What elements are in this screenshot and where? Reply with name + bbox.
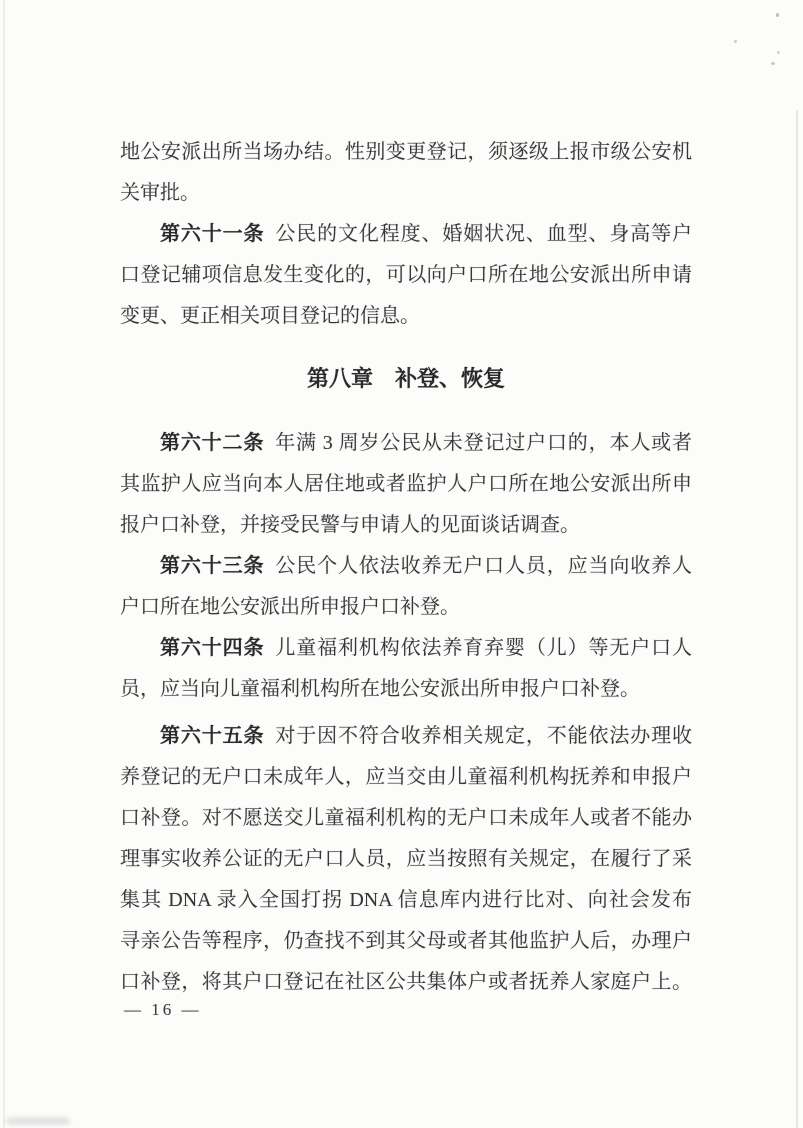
text-line: 其监护人应当向本人居住地或者监护人户口所在地公安派出所申 [120,473,692,495]
scan-speck [771,62,775,65]
article-number: 第六十四条 [160,637,265,659]
article-number: 第六十一条 [160,223,265,245]
article-number: 第六十二条 [160,432,265,454]
scan-speck [776,13,779,17]
document-body [120,132,692,1003]
text-line: 变更、更正相关项目登记的信息。 [120,305,420,327]
text-line: 口登记辅项信息发生变化的，可以向户口所在地公安派出所申请 [120,264,692,286]
text-line: 寻亲公告等程序，仍查找不到其父母或者其他监护人后，办理户 [120,930,692,952]
text-line: 理事实收养公证的无户口人员，应当按照有关规定，在履行了采 [120,848,692,870]
scan-speck [777,51,780,54]
text-line: 集其 DNA 录入全国打拐 DNA 信息库内进行比对、向社会发布 [120,889,692,911]
chapter-heading: 第八章 补登、恢复 [306,366,505,391]
text-line: 户口所在地公安派出所申报户口补登。 [120,596,460,618]
article-line: 第六十四条 儿童福利机构依法养育弃婴（儿）等无户口人 [160,637,692,659]
text-line: 口补登。对不愿送交儿童福利机构的无户口未成年人或者不能办 [120,807,692,829]
article-line: 第六十三条 公民个人依法收养无户口人员，应当向收养人 [160,555,692,577]
scan-speck [734,40,737,43]
article-line: 第六十一条 公民的文化程度、婚姻状况、血型、身高等户 [160,223,692,245]
article-number: 第六十五条 [160,725,265,747]
text-line: 员，应当向儿童福利机构所在地公安派出所申报户口补登。 [120,678,640,700]
scan-smudge [6,1117,70,1125]
scan-artifact-right-line [796,110,798,1128]
text-line: 口补登，将其户口登记在社区公共集体户或者抚养人家庭户上。 [120,971,692,993]
text-line: 关审批。 [120,182,200,204]
text-line: 报户口补登，并接受民警与申请人的见面谈话调查。 [120,514,580,536]
text-line: 地公安派出所当场办结。性别变更登记，须逐级上报市级公安机 [120,141,692,163]
scan-artifact-left-line [3,0,5,1128]
article-line: 第六十五条 对于因不符合收养相关规定，不能依法办理收 [160,725,692,747]
article-number: 第六十三条 [160,555,265,577]
text-line: 养登记的无户口未成年人，应当交由儿童福利机构抚养和申报户 [120,766,692,788]
article-line: 第六十二条 年满 3 周岁公民从未登记过户口的，本人或者 [160,432,693,454]
page-number: — 16 — [124,1000,202,1019]
